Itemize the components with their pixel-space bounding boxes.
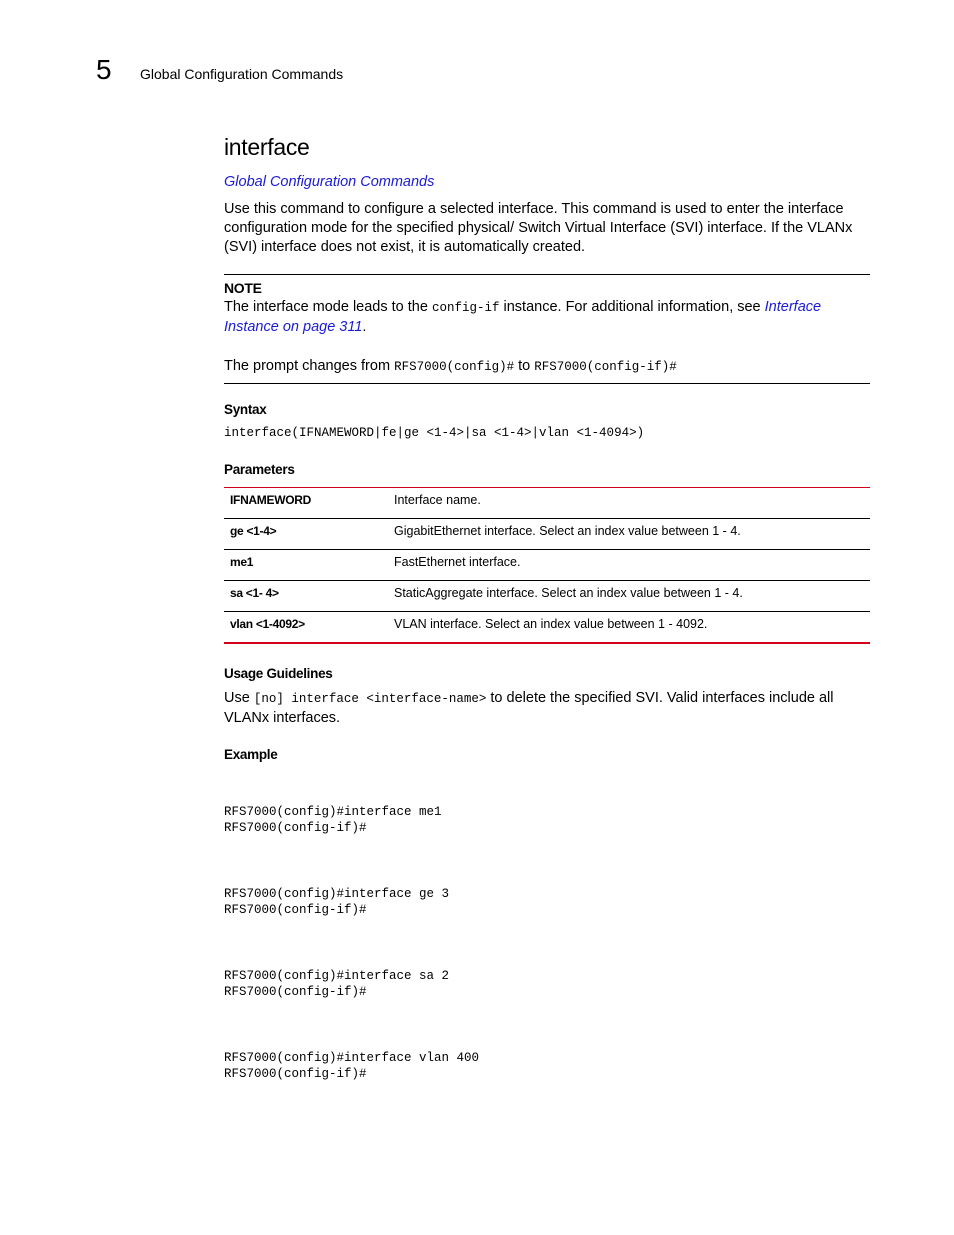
intro-paragraph: Use this command to configure a selected interface. This command is used to enter the interface configuration mode for the specified physical/ Switch Virtual Interface (SVI) interface. If the VLANx (SVI) interface does not exist, it is automatically created. (224, 201, 853, 255)
prompt-middle: to (514, 358, 535, 374)
param-desc: Interface name. (388, 488, 870, 519)
note-box (224, 274, 870, 384)
code-line: RFS7000(config)#interface vlan 400 (224, 1050, 480, 1065)
syntax-code: interface(IFNAMEWORD|fe|ge <1-4>|sa <1-4>|vlan <1-4094>) (224, 426, 645, 440)
usage-text (224, 689, 870, 728)
param-desc: StaticAggregate interface. Select an index value between 1 - 4. (388, 581, 870, 612)
parameters-heading: Parameters (224, 462, 295, 477)
code-line: RFS7000(config)#interface ge 3 (224, 886, 450, 901)
chapter-title: Global Configuration Commands (140, 66, 344, 82)
prompt-before: The prompt changes from (224, 358, 395, 374)
note-code: config-if (431, 301, 500, 315)
param-name: me1 (224, 550, 388, 581)
table-row (224, 550, 870, 581)
note-prompt (224, 357, 870, 377)
note-text-middle: instance. For additional information, see (499, 299, 765, 315)
note-link[interactable]: Interface Instance on page 311 (224, 299, 822, 335)
usage-code: [no] interface <interface-name> (253, 692, 487, 706)
example-block (224, 1050, 870, 1083)
note-heading: NOTE (224, 280, 262, 296)
param-name: vlan <1-4092> (230, 617, 305, 631)
syntax-heading: Syntax (224, 402, 267, 417)
page-title: interface (224, 134, 310, 160)
note-text-after: . (362, 319, 367, 335)
code-line: RFS7000(config-if)# (224, 985, 367, 1000)
example-heading: Example (224, 747, 278, 762)
usage-heading: Usage Guidelines (224, 666, 333, 681)
table-row (224, 612, 870, 644)
param-desc: FastEthernet interface. (388, 550, 870, 581)
example-block (224, 804, 870, 837)
param-desc: GigabitEthernet interface. Select an index value between 1 - 4. (388, 519, 870, 550)
usage-after: to delete the specified SVI. Valid interfaces include all VLANx interfaces. (224, 690, 834, 726)
table-row (224, 488, 870, 519)
param-name: sa <1- 4> (224, 581, 388, 612)
main-content (224, 130, 870, 1132)
chapter-number: 5 (96, 54, 112, 85)
example-block (224, 968, 870, 1001)
param-name: ge <1-4> (224, 519, 388, 550)
breadcrumb-link[interactable]: Global Configuration Commands (224, 174, 435, 190)
table-row (224, 519, 870, 550)
param-name: IFNAMEWORD (224, 488, 388, 519)
prompt-code-from: RFS7000(config)# (394, 360, 515, 374)
parameters-table (224, 487, 870, 644)
code-line: RFS7000(config-if)# (224, 821, 367, 836)
usage-before: Use (224, 690, 254, 706)
note-text-before: The interface mode leads to the (224, 299, 432, 315)
code-line: RFS7000(config)#interface me1 (224, 804, 442, 819)
example-block (224, 886, 870, 919)
example-code (224, 771, 870, 1132)
table-row (224, 581, 870, 612)
param-desc: VLAN interface. Select an index value between 1 - 4092. (394, 617, 708, 631)
code-line: RFS7000(config-if)# (224, 903, 367, 918)
code-line: RFS7000(config-if)# (224, 1067, 367, 1082)
note-text (224, 298, 870, 337)
code-line: RFS7000(config)#interface sa 2 (224, 968, 450, 983)
prompt-code-to: RFS7000(config-if)# (534, 360, 677, 374)
